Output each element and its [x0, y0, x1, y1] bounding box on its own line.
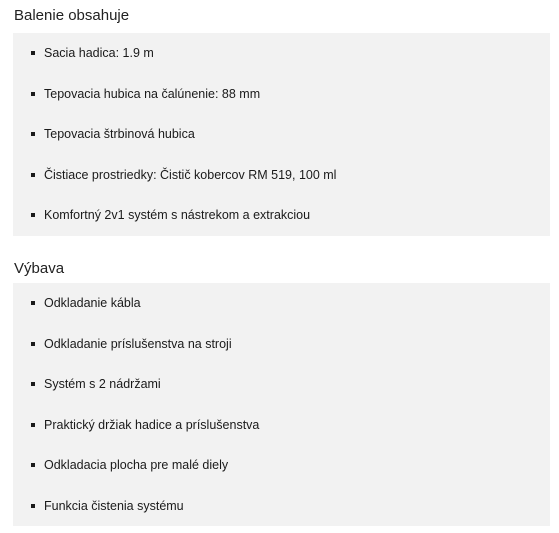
list-item: [13, 114, 550, 155]
list-item-label: Komfortný 2v1 systém s nástrekom a extrakciou: [44, 208, 311, 222]
bullet-icon: [31, 382, 35, 386]
bullet-icon: [31, 423, 35, 427]
list-item: [13, 486, 550, 527]
list-item-label: Systém s 2 nádržami: [44, 377, 161, 391]
list-item: [13, 195, 550, 236]
list-item-label: Odkladanie príslušenstva na stroji: [44, 336, 232, 351]
bullet-icon: [31, 504, 35, 508]
list-item-label: Tepovacia štrbinová hubica: [44, 127, 195, 141]
package-contents-list: [13, 33, 550, 236]
bullet-icon: [31, 342, 35, 346]
list-item: [13, 324, 550, 365]
list-item: [13, 74, 550, 115]
bullet-icon: [31, 213, 35, 217]
list-item-label: Odkladacia plocha pre malé diely: [44, 458, 229, 472]
list-item-label: Čistiace prostriedky: Čistič kobercov RM 519, 100 ml: [44, 167, 337, 182]
equipment-heading: Výbava: [14, 260, 65, 277]
list-item: [13, 364, 550, 405]
list-item: [13, 283, 550, 324]
bullet-icon: [31, 132, 35, 136]
bullet-icon: [31, 173, 35, 177]
list-item: [13, 155, 550, 196]
bullet-icon: [31, 92, 35, 96]
list-item-label: Odkladanie kábla: [44, 296, 141, 310]
bullet-icon: [31, 51, 35, 55]
package-contents-heading: Balenie obsahuje: [14, 7, 130, 24]
list-item-label: Funkcia čistenia systému: [44, 498, 184, 513]
list-item: [13, 405, 550, 446]
bullet-icon: [31, 301, 35, 305]
list-item-label: Tepovacia hubica na čalúnenie: 88 mm: [44, 86, 261, 101]
list-item: [13, 33, 550, 74]
bullet-icon: [31, 463, 35, 467]
list-item: [13, 445, 550, 486]
list-item-label: Sacia hadica: 1.9 m: [44, 46, 154, 60]
list-item-label: Praktický držiak hadice a príslušenstva: [44, 417, 260, 432]
equipment-list: [13, 283, 550, 526]
